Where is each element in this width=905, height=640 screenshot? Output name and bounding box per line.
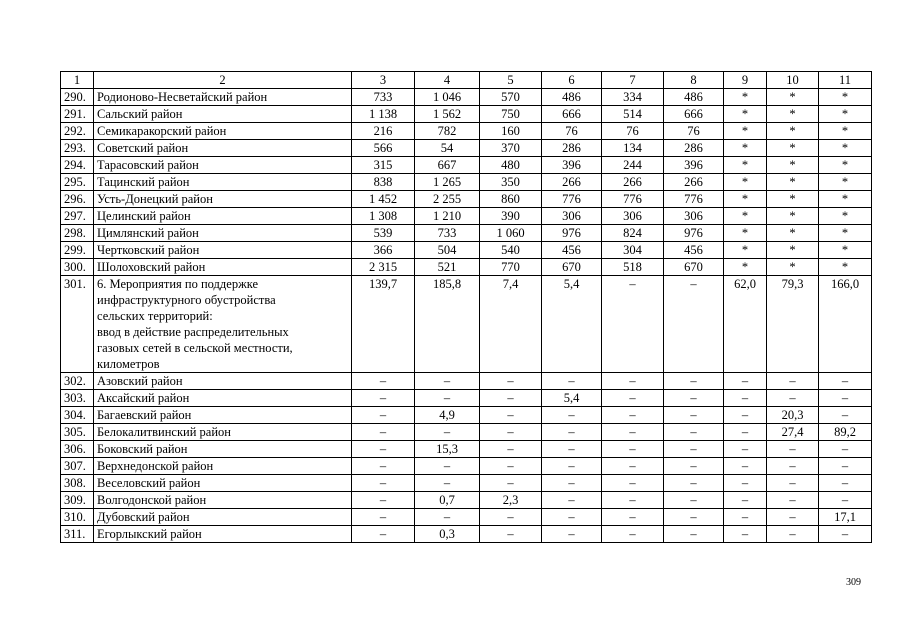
cell-col-4: 1 210 [415,208,480,225]
cell-col-8: 266 [664,174,724,191]
row-name: Целинский район [94,208,352,225]
cell-col-10: – [767,458,819,475]
cell-col-4: 0,7 [415,492,480,509]
cell-col-9: * [724,140,767,157]
cell-col-6: – [542,475,602,492]
cell-col-4: 185,8 [415,276,480,373]
table-row [61,242,872,259]
cell-col-6: – [542,407,602,424]
column-header-11: 11 [819,72,872,89]
row-number: 298. [61,225,94,242]
table-row [61,373,872,390]
table-row [61,441,872,458]
cell-col-9: * [724,123,767,140]
row-number: 310. [61,509,94,526]
row-number: 304. [61,407,94,424]
table-row [61,390,872,407]
cell-col-4: 0,3 [415,526,480,543]
row-name: Дубовский район [94,509,352,526]
cell-col-3: 733 [352,89,415,106]
cell-col-6: 396 [542,157,602,174]
cell-col-8: 306 [664,208,724,225]
cell-col-8: – [664,475,724,492]
row-name: Егорлыкский район [94,526,352,543]
row-name: Белокалитвинский район [94,424,352,441]
cell-col-10: * [767,259,819,276]
cell-col-5: – [480,424,542,441]
row-name: Шолоховский район [94,259,352,276]
cell-col-5: 7,4 [480,276,542,373]
cell-col-5: 570 [480,89,542,106]
cell-col-7: – [602,407,664,424]
cell-col-5: – [480,526,542,543]
cell-col-8: 976 [664,225,724,242]
cell-col-5: 2,3 [480,492,542,509]
cell-col-10: * [767,174,819,191]
cell-col-7: 304 [602,242,664,259]
cell-col-8: – [664,509,724,526]
row-number: 294. [61,157,94,174]
header-row [61,72,872,89]
cell-col-4: 54 [415,140,480,157]
cell-col-6: – [542,509,602,526]
cell-col-5: 350 [480,174,542,191]
cell-col-10: – [767,492,819,509]
cell-col-8: – [664,424,724,441]
cell-col-3: 139,7 [352,276,415,373]
cell-col-11: * [819,259,872,276]
table-row [61,191,872,208]
cell-col-8: 456 [664,242,724,259]
cell-col-4: 782 [415,123,480,140]
cell-col-11: * [819,225,872,242]
cell-col-5: 160 [480,123,542,140]
cell-col-4: 15,3 [415,441,480,458]
cell-col-5: 1 060 [480,225,542,242]
cell-col-7: 514 [602,106,664,123]
cell-col-11: * [819,242,872,259]
cell-col-3: – [352,475,415,492]
cell-col-4: 733 [415,225,480,242]
cell-col-7: 518 [602,259,664,276]
cell-col-11: – [819,475,872,492]
row-name: Сальский район [94,106,352,123]
row-name: Азовский район [94,373,352,390]
cell-col-7: – [602,276,664,373]
cell-col-10: – [767,373,819,390]
row-name: Цимлянский район [94,225,352,242]
cell-col-6: 776 [542,191,602,208]
cell-col-8: – [664,373,724,390]
cell-col-9: – [724,407,767,424]
cell-col-7: – [602,475,664,492]
cell-col-11: * [819,89,872,106]
cell-col-8: – [664,390,724,407]
table-row [61,458,872,475]
table-row [61,259,872,276]
cell-col-9: – [724,390,767,407]
row-number: 296. [61,191,94,208]
cell-col-4: 2 255 [415,191,480,208]
cell-col-11: * [819,174,872,191]
cell-col-3: – [352,407,415,424]
cell-col-7: 266 [602,174,664,191]
cell-col-3: 315 [352,157,415,174]
cell-col-11: – [819,458,872,475]
cell-col-10: 27,4 [767,424,819,441]
table-row [61,140,872,157]
row-name: 6. Мероприятия по поддержке инфраструктурного обустройства сельских территорий: ввод в действие распределительных газовых сетей в сельской местности, километров [94,276,352,373]
column-header-9: 9 [724,72,767,89]
cell-col-9: * [724,174,767,191]
cell-col-6: 666 [542,106,602,123]
cell-col-10: * [767,242,819,259]
cell-col-7: 244 [602,157,664,174]
cell-col-3: – [352,441,415,458]
cell-col-8: – [664,407,724,424]
cell-col-4: 504 [415,242,480,259]
cell-col-7: – [602,526,664,543]
row-number: 309. [61,492,94,509]
cell-col-5: – [480,509,542,526]
cell-col-11: * [819,123,872,140]
table-row [61,526,872,543]
row-number: 291. [61,106,94,123]
table-row [61,106,872,123]
cell-col-4: – [415,390,480,407]
cell-col-5: 750 [480,106,542,123]
row-number: 301. [61,276,94,373]
cell-col-6: 306 [542,208,602,225]
cell-col-11: * [819,106,872,123]
cell-col-3: – [352,424,415,441]
cell-col-7: 134 [602,140,664,157]
cell-col-5: – [480,373,542,390]
row-number: 302. [61,373,94,390]
cell-col-5: – [480,390,542,407]
cell-col-9: – [724,424,767,441]
cell-col-6: – [542,526,602,543]
cell-col-3: – [352,373,415,390]
cell-col-9: – [724,526,767,543]
cell-col-7: – [602,373,664,390]
row-number: 293. [61,140,94,157]
cell-col-9: * [724,225,767,242]
cell-col-6: 266 [542,174,602,191]
cell-col-7: – [602,509,664,526]
row-name: Усть-Донецкий район [94,191,352,208]
cell-col-10: 20,3 [767,407,819,424]
cell-col-9: – [724,441,767,458]
cell-col-9: * [724,208,767,225]
cell-col-11: * [819,208,872,225]
row-number: 311. [61,526,94,543]
cell-col-3: 566 [352,140,415,157]
cell-col-3: – [352,526,415,543]
cell-col-8: – [664,458,724,475]
column-header-5: 5 [480,72,542,89]
row-number: 306. [61,441,94,458]
table-row [61,475,872,492]
cell-col-5: 480 [480,157,542,174]
row-name: Волгодонской район [94,492,352,509]
cell-col-6: 976 [542,225,602,242]
cell-col-5: – [480,458,542,475]
cell-col-3: 366 [352,242,415,259]
column-header-2: 2 [94,72,352,89]
row-number: 290. [61,89,94,106]
cell-col-7: 306 [602,208,664,225]
cell-col-11: – [819,441,872,458]
cell-col-7: 334 [602,89,664,106]
table-row [61,123,872,140]
table-row [61,208,872,225]
cell-col-9: * [724,106,767,123]
cell-col-10: 79,3 [767,276,819,373]
cell-col-8: 776 [664,191,724,208]
cell-col-3: – [352,509,415,526]
column-header-3: 3 [352,72,415,89]
data-table [60,71,872,543]
cell-col-6: – [542,373,602,390]
cell-col-7: – [602,424,664,441]
cell-col-5: – [480,475,542,492]
cell-col-6: 670 [542,259,602,276]
cell-col-7: – [602,441,664,458]
cell-col-8: – [664,492,724,509]
column-header-8: 8 [664,72,724,89]
cell-col-7: – [602,458,664,475]
row-name: Семикаракорский район [94,123,352,140]
row-name: Советский район [94,140,352,157]
row-name: Багаевский район [94,407,352,424]
cell-col-3: 1 138 [352,106,415,123]
cell-col-10: * [767,157,819,174]
cell-col-4: – [415,458,480,475]
cell-col-10: – [767,509,819,526]
table-row [61,509,872,526]
column-header-7: 7 [602,72,664,89]
cell-col-10: – [767,441,819,458]
row-number: 297. [61,208,94,225]
cell-col-6: 456 [542,242,602,259]
cell-col-4: 4,9 [415,407,480,424]
page-number: 309 [846,577,861,588]
row-number: 303. [61,390,94,407]
cell-col-5: – [480,441,542,458]
cell-col-10: * [767,106,819,123]
cell-col-8: 670 [664,259,724,276]
row-number: 308. [61,475,94,492]
cell-col-11: – [819,492,872,509]
cell-col-9: * [724,259,767,276]
cell-col-4: 667 [415,157,480,174]
cell-col-3: – [352,390,415,407]
cell-col-9: 62,0 [724,276,767,373]
column-header-1: 1 [61,72,94,89]
cell-col-10: – [767,526,819,543]
cell-col-3: 2 315 [352,259,415,276]
cell-col-8: 486 [664,89,724,106]
cell-col-9: – [724,373,767,390]
cell-col-11: * [819,157,872,174]
cell-col-6: – [542,458,602,475]
table-row [61,174,872,191]
cell-col-10: * [767,191,819,208]
cell-col-8: 666 [664,106,724,123]
cell-col-6: – [542,424,602,441]
row-name: Верхнедонской район [94,458,352,475]
cell-col-10: * [767,208,819,225]
cell-col-11: – [819,390,872,407]
cell-col-11: – [819,373,872,390]
table-row [61,89,872,106]
column-header-10: 10 [767,72,819,89]
table-row [61,225,872,242]
cell-col-9: – [724,492,767,509]
table-row [61,492,872,509]
cell-col-8: 76 [664,123,724,140]
cell-col-4: 1 046 [415,89,480,106]
cell-col-5: 770 [480,259,542,276]
cell-col-3: 1 308 [352,208,415,225]
cell-col-5: 540 [480,242,542,259]
cell-col-8: – [664,276,724,373]
cell-col-4: – [415,424,480,441]
cell-col-7: 76 [602,123,664,140]
cell-col-9: – [724,475,767,492]
cell-col-11: 17,1 [819,509,872,526]
cell-col-8: – [664,441,724,458]
row-name: Родионово-Несветайский район [94,89,352,106]
row-name: Чертковский район [94,242,352,259]
cell-col-6: 76 [542,123,602,140]
row-name: Аксайский район [94,390,352,407]
cell-col-11: – [819,526,872,543]
row-number: 292. [61,123,94,140]
cell-col-6: 5,4 [542,276,602,373]
cell-col-3: – [352,492,415,509]
cell-col-4: 1 265 [415,174,480,191]
row-number: 300. [61,259,94,276]
cell-col-11: – [819,407,872,424]
cell-col-6: 486 [542,89,602,106]
cell-col-3: 539 [352,225,415,242]
cell-col-8: 396 [664,157,724,174]
row-name: Веселовский район [94,475,352,492]
table-row [61,276,872,373]
cell-col-5: – [480,407,542,424]
cell-col-9: * [724,157,767,174]
cell-col-4: 521 [415,259,480,276]
cell-col-10: – [767,475,819,492]
cell-col-10: * [767,225,819,242]
cell-col-11: * [819,140,872,157]
cell-col-10: * [767,140,819,157]
cell-col-6: – [542,492,602,509]
cell-col-9: * [724,242,767,259]
row-name: Тацинский район [94,174,352,191]
cell-col-10: – [767,390,819,407]
cell-col-6: 5,4 [542,390,602,407]
cell-col-5: 370 [480,140,542,157]
table-row [61,424,872,441]
cell-col-7: 776 [602,191,664,208]
cell-col-11: 89,2 [819,424,872,441]
cell-col-3: – [352,458,415,475]
cell-col-11: * [819,191,872,208]
cell-col-6: – [542,441,602,458]
cell-col-5: 860 [480,191,542,208]
row-name: Тарасовский район [94,157,352,174]
row-number: 305. [61,424,94,441]
cell-col-7: 824 [602,225,664,242]
cell-col-8: 286 [664,140,724,157]
row-number: 299. [61,242,94,259]
cell-col-7: – [602,492,664,509]
cell-col-7: – [602,390,664,407]
cell-col-4: 1 562 [415,106,480,123]
table-row [61,157,872,174]
row-number: 307. [61,458,94,475]
row-name: Боковский район [94,441,352,458]
column-header-6: 6 [542,72,602,89]
row-number: 295. [61,174,94,191]
cell-col-9: – [724,458,767,475]
cell-col-11: 166,0 [819,276,872,373]
cell-col-9: * [724,89,767,106]
cell-col-10: * [767,123,819,140]
cell-col-4: – [415,509,480,526]
table-row [61,407,872,424]
cell-col-6: 286 [542,140,602,157]
cell-col-3: 1 452 [352,191,415,208]
cell-col-9: – [724,509,767,526]
cell-col-9: * [724,191,767,208]
cell-col-3: 216 [352,123,415,140]
cell-col-3: 838 [352,174,415,191]
cell-col-5: 390 [480,208,542,225]
column-header-4: 4 [415,72,480,89]
cell-col-4: – [415,373,480,390]
cell-col-10: * [767,89,819,106]
cell-col-8: – [664,526,724,543]
cell-col-4: – [415,475,480,492]
